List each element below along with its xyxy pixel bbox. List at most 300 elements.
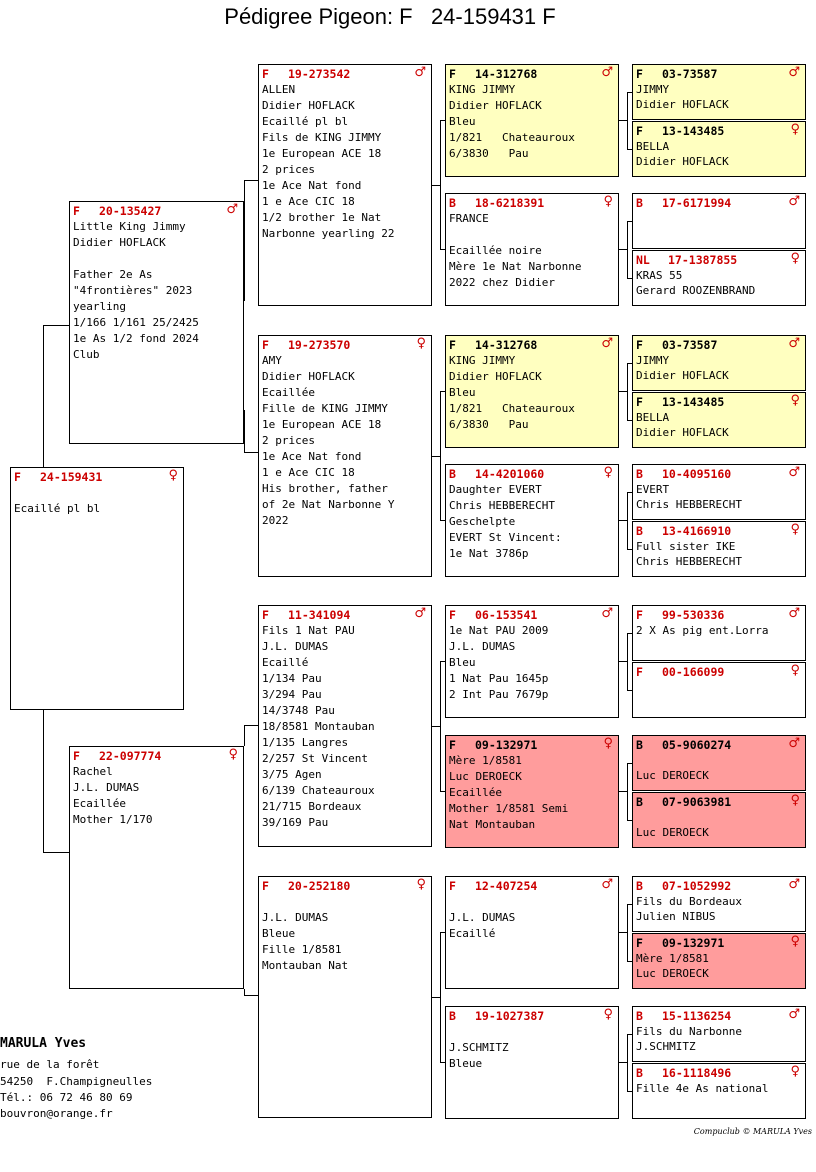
info-line [636,211,802,226]
connector-line [440,661,445,662]
country-code: B [636,196,643,210]
female-icon: ♀ [228,747,238,762]
country-code: F [73,749,80,763]
pigeon-card-gen5 [632,792,806,848]
copyright-note: Compuclub © MARULA Yves [693,1127,812,1136]
info-line: Luc DEROECK [636,826,709,839]
ring-number: 17-1387855 [668,253,738,267]
info-line: 1e Nat PAU 2009 [449,624,549,637]
info-line: 6/3830 Pau [449,147,529,160]
info-line: Ecaillée [73,797,126,810]
info-line: Fils de KING JIMMY [262,131,382,144]
connector-line [627,221,632,222]
female-icon: ♀ [790,793,800,808]
info-line: Little King Jimmy [73,220,186,233]
pigeon-card-subject [10,467,184,710]
connector-line [619,249,627,250]
info-line: Club [73,348,100,361]
ring-number: 10-4095160 [662,467,732,481]
info-line: 18/8581 Montauban [262,720,375,733]
info-line: 3/75 Agen [262,768,322,781]
info-line [14,485,180,501]
info-line: 1/821 Chateauroux [449,131,575,144]
connector-line [627,549,632,550]
info-line: Mother 1/170 [73,813,153,826]
connector-line [627,661,628,691]
info-line: 1/134 Pau [262,672,322,685]
connector-line [619,791,627,792]
male-icon: ♂ [788,736,800,751]
pigeon-header [636,608,802,623]
info-line [636,226,802,241]
pigeon-header [636,1009,802,1024]
owner-phone: Tél.: 06 72 46 80 69 [0,1091,133,1104]
connector-line [440,1062,445,1063]
connector-line [619,520,627,521]
info-line: Montauban Nat [262,959,349,972]
connector-line [440,249,445,250]
country-code: F [449,879,456,893]
info-line: Gerard ROOZENBRAND [636,284,756,297]
pigeon-header [14,470,180,485]
connector-line [627,763,628,792]
info-line: Bleue [449,1057,483,1070]
info-line: Mère 1e Nat Narbonne [449,260,582,273]
info-line: Mother 1/8581 Semi [449,802,569,815]
info-line: Fils du Bordeaux [636,895,742,908]
info-line [636,753,802,768]
info-line: EVERT [636,483,670,496]
info-line: Bleu [449,656,476,669]
info-line: Mère 1/8581 [449,754,522,767]
info-line: 1/821 Chateauroux [449,402,575,415]
ring-number: 05-9060274 [662,738,732,752]
owner-street: rue de la forêt [0,1058,100,1071]
connector-line [244,989,245,995]
connector-line [440,932,441,998]
info-line: Ecaillé pl bl [14,502,101,515]
female-icon: ♀ [603,194,613,209]
info-line: 1/135 Langres [262,736,349,749]
pigeon-header [636,795,802,810]
country-code: F [636,608,643,622]
pigeon-header [636,67,802,82]
info-line: J.L. DUMAS [73,781,140,794]
info-line: 2 X As pig ent.Lorra [636,624,769,637]
info-line: 21/715 Bordeaux [262,800,362,813]
connector-line [627,278,632,279]
male-icon: ♂ [788,465,800,480]
info-line: 1e Nat 3786p [449,547,529,560]
country-code: B [636,879,643,893]
connector-line [627,791,628,821]
pigeon-header [449,879,615,894]
country-code: B [449,467,456,481]
connector-line [43,852,69,853]
connector-line [440,661,441,727]
female-icon: ♀ [416,336,426,351]
info-line: Didier HOFLACK [636,98,729,111]
info-line: J.L. DUMAS [449,640,516,653]
connector-line [627,1062,628,1092]
pigeon-card-gen5 [632,464,806,520]
pigeon-header [262,608,428,623]
ring-number: 09-132971 [475,738,538,752]
ring-number: 13-4166910 [662,524,732,538]
owner-email: bouvron@orange.fr [0,1107,113,1120]
info-line: 1 Nat Pau 1645p [449,672,549,685]
female-icon: ♀ [603,1007,613,1022]
ring-number: 11-341094 [288,608,351,622]
female-icon: ♀ [790,251,800,266]
ring-number: 19-273542 [288,67,351,81]
country-code: F [262,67,269,81]
connector-line [627,120,628,150]
connector-line [627,1091,632,1092]
info-line: 1 e Ace CIC 18 [262,466,355,479]
info-line: 2022 chez Didier [449,276,555,289]
connector-line [440,456,441,521]
country-code: F [636,665,643,679]
info-line: ALLEN [262,83,296,96]
connector-line [440,120,441,186]
connector-line [627,1034,632,1035]
info-line: 1e European ACE 18 [262,147,382,160]
info-line: Ecaillé pl bl [262,115,349,128]
female-icon: ♀ [416,877,426,892]
info-line: 1/2 brother 1e Nat [262,211,382,224]
pigeon-header [636,738,802,753]
info-line: BELLA [636,411,670,424]
info-line: J.L. DUMAS [449,911,516,924]
pigeon-card-gen5 [632,521,806,577]
female-icon: ♀ [790,1064,800,1079]
info-line: Didier HOFLACK [636,426,729,439]
info-line: JIMMY [636,83,670,96]
info-line [636,810,802,825]
country-code: F [636,936,643,950]
pigeon-card-gen4 [445,193,619,306]
pigeon-header [636,395,802,410]
connector-line [619,661,627,662]
pigeon-card-gen5 [632,605,806,661]
country-code: F [262,879,269,893]
info-line: 6/139 Chateauroux [262,784,375,797]
pigeon-card-gen3 [258,876,432,1118]
info-line [449,894,615,910]
connector-line [627,249,628,279]
pigeon-header [636,1066,802,1081]
ring-number: 14-4201060 [475,467,545,481]
connector-line [440,791,445,792]
info-line: Didier HOFLACK [449,370,542,383]
connector-line [244,725,258,726]
info-line: Geschelpte [449,515,516,528]
info-line: Luc DEROECK [636,769,709,782]
female-icon: ♀ [790,663,800,678]
info-line: Rachel [73,765,113,778]
info-line: Fils 1 Nat PAU [262,624,355,637]
ring-number: 99-530336 [662,608,725,622]
info-line: Father 2e As [73,268,153,281]
pigeon-card-gen4 [445,464,619,577]
info-line: Nat Montauban [449,818,536,831]
pigeon-header [449,338,615,353]
pigeon-card-gen5 [632,250,806,306]
pigeon-header [636,467,802,482]
info-line: Fille 4e As national [636,1082,769,1095]
info-line [449,1024,615,1040]
male-icon: ♂ [788,194,800,209]
pigeon-header [636,338,802,353]
connector-line [244,995,258,996]
ring-number: 20-252180 [288,879,351,893]
ring-number: 12-407254 [475,879,538,893]
connector-line [627,1034,628,1063]
connector-line [627,763,632,764]
info-line: 1e European ACE 18 [262,418,382,431]
info-line: Bleu [449,386,476,399]
country-code: B [449,196,456,210]
connector-line [619,1062,627,1063]
connector-line [627,149,632,150]
info-line: Bleue [262,927,296,940]
ring-number: 14-312768 [475,338,538,352]
info-line: J.SCHMITZ [636,1040,696,1053]
connector-line [627,492,632,493]
male-icon: ♂ [414,65,426,80]
male-icon: ♂ [788,1007,800,1022]
pigeon-header [636,253,802,268]
pigeon-card-gen3 [258,335,432,577]
info-line [262,894,428,910]
country-code: F [636,124,643,138]
info-line: Luc DEROECK [636,967,709,980]
info-line: J.L. DUMAS [262,911,329,924]
male-icon: ♂ [788,65,800,80]
female-icon: ♀ [790,934,800,949]
info-line: Fille 1/8581 [262,943,342,956]
ring-number: 22-097774 [99,749,162,763]
ring-number: 19-273570 [288,338,351,352]
male-icon: ♂ [601,877,613,892]
pigeon-header [449,196,615,211]
pigeon-card-gen3 [258,605,432,847]
ring-number: 03-73587 [662,338,718,352]
country-code: F [73,204,80,218]
connector-line [619,391,627,392]
info-line: Ecaillée [262,386,315,399]
info-line: Bleu [449,115,476,128]
connector-line [627,391,628,421]
info-line: Daughter EVERT [449,483,542,496]
info-line: "4frontières" 2023 [73,284,193,297]
ring-number: 13-143485 [662,124,725,138]
connector-line [627,520,628,550]
info-line: 2 Int Pau 7679p [449,688,549,701]
pigeon-header [636,879,802,894]
ring-number: 19-1027387 [475,1009,545,1023]
info-line: FRANCE [449,212,489,225]
country-code: B [449,1009,456,1023]
info-line: 1e Ace Nat fond [262,450,362,463]
connector-line [627,904,632,905]
info-line: EVERT St Vincent: [449,531,562,544]
pigeon-header [636,196,802,211]
connector-line [440,391,445,392]
pigeon-card-gen5 [632,1006,806,1062]
info-line: 39/169 Pau [262,816,329,829]
pigeon-card-gen4 [445,1006,619,1119]
info-line [636,638,802,653]
pigeon-header [449,738,615,753]
connector-line [627,690,632,691]
connector-line [627,961,632,962]
female-icon: ♀ [168,468,178,483]
connector-line [627,363,632,364]
info-line: His brother, father [262,482,388,495]
ring-number: 07-1052992 [662,879,732,893]
ring-number: 20-135427 [99,204,162,218]
owner-city: 54250 F.Champigneulles [0,1075,153,1088]
connector-line [627,932,628,962]
pigeon-header [262,338,428,353]
pigeon-header [262,879,428,894]
ring-number: 17-6171994 [662,196,732,210]
male-icon: ♂ [226,202,238,217]
pigeon-header [636,936,802,951]
male-icon: ♂ [601,65,613,80]
country-code: F [449,338,456,352]
info-line [449,227,615,243]
connector-line [440,391,441,457]
pigeon-card-gen5 [632,64,806,120]
connector-line [440,120,445,121]
pigeon-card-gen3 [258,64,432,306]
connector-line [244,725,245,746]
country-code: B [636,524,643,538]
info-line: KING JIMMY [449,354,516,367]
connector-line [627,92,628,121]
info-line [636,680,802,695]
info-line: Ecaillée [449,786,502,799]
pigeon-card-gen5 [632,392,806,448]
connector-line [627,633,628,662]
info-line: Didier HOFLACK [636,369,729,382]
ring-number: 24-159431 [40,470,103,484]
info-line: Ecaillé [262,656,309,669]
pigeon-header [449,467,615,482]
info-line [636,695,802,710]
pigeon-header [73,204,240,219]
ring-number: 13-143485 [662,395,725,409]
info-line: Full sister IKE [636,540,736,553]
info-line: Julien NIBUS [636,910,716,923]
connector-line [619,120,627,121]
info-line: 1/166 1/161 25/2425 [73,316,199,329]
ring-number: 15-1136254 [662,1009,732,1023]
connector-line [244,180,245,301]
connector-line [440,520,445,521]
country-code: F [449,608,456,622]
connector-line [432,456,440,457]
country-code: F [449,738,456,752]
pigeon-card-gen4 [445,64,619,177]
info-line: Didier HOFLACK [449,99,542,112]
female-icon: ♀ [603,465,613,480]
pigeon-card-gen4 [445,876,619,989]
info-line: Ecaillé [449,927,496,940]
connector-line [440,185,441,250]
pigeon-header [636,524,802,539]
info-line: JIMMY [636,354,670,367]
info-line: 2022 [262,514,289,527]
pigeon-card-gen5 [632,1063,806,1119]
country-code: B [636,1009,643,1023]
female-icon: ♀ [790,122,800,137]
info-line: Didier HOFLACK [262,370,355,383]
info-line: 1 e Ace CIC 18 [262,195,355,208]
info-line: Fille de KING JIMMY [262,402,388,415]
country-code: F [262,338,269,352]
country-code: B [636,795,643,809]
pigeon-header [262,67,428,82]
ring-number: 14-312768 [475,67,538,81]
pigeon-card-gen4 [445,335,619,448]
info-line: KRAS 55 [636,269,683,282]
info-line [73,251,240,267]
pigeon-header [636,124,802,139]
connector-line [432,997,440,998]
connector-line [627,820,632,821]
info-line: 6/3830 Pau [449,418,529,431]
connector-line [627,904,628,933]
pigeon-header [636,665,802,680]
ring-number: 06-153541 [475,608,538,622]
connector-line [440,726,441,792]
pigeon-card-gen4 [445,735,619,848]
female-icon: ♀ [790,393,800,408]
country-code: F [449,67,456,81]
male-icon: ♂ [601,336,613,351]
pigeon-header [73,749,240,764]
connector-line [627,221,628,250]
connector-line [627,420,632,421]
connector-line [43,325,69,326]
ring-number: 07-9063981 [662,795,732,809]
connector-line [619,932,627,933]
pigeon-card-gen5 [632,662,806,718]
info-line: KING JIMMY [449,83,516,96]
pigeon-card-sire [69,201,244,444]
info-line: Narbonne yearling 22 [262,227,395,240]
ring-number: 03-73587 [662,67,718,81]
pigeon-card-gen5 [632,335,806,391]
info-line: 1e Ace Nat fond [262,179,362,192]
pigeon-card-gen5 [632,933,806,989]
info-line: of 2e Nat Narbonne Y [262,498,395,511]
info-line: Didier HOFLACK [262,99,355,112]
info-line: AMY [262,354,282,367]
info-line: Mère 1/8581 [636,952,709,965]
connector-line [244,452,258,453]
country-code: B [636,467,643,481]
country-code: F [14,470,21,484]
connector-line [432,726,440,727]
ring-number: 18-6218391 [475,196,545,210]
pigeon-card-dam [69,746,244,989]
info-line: Didier HOFLACK [73,236,166,249]
